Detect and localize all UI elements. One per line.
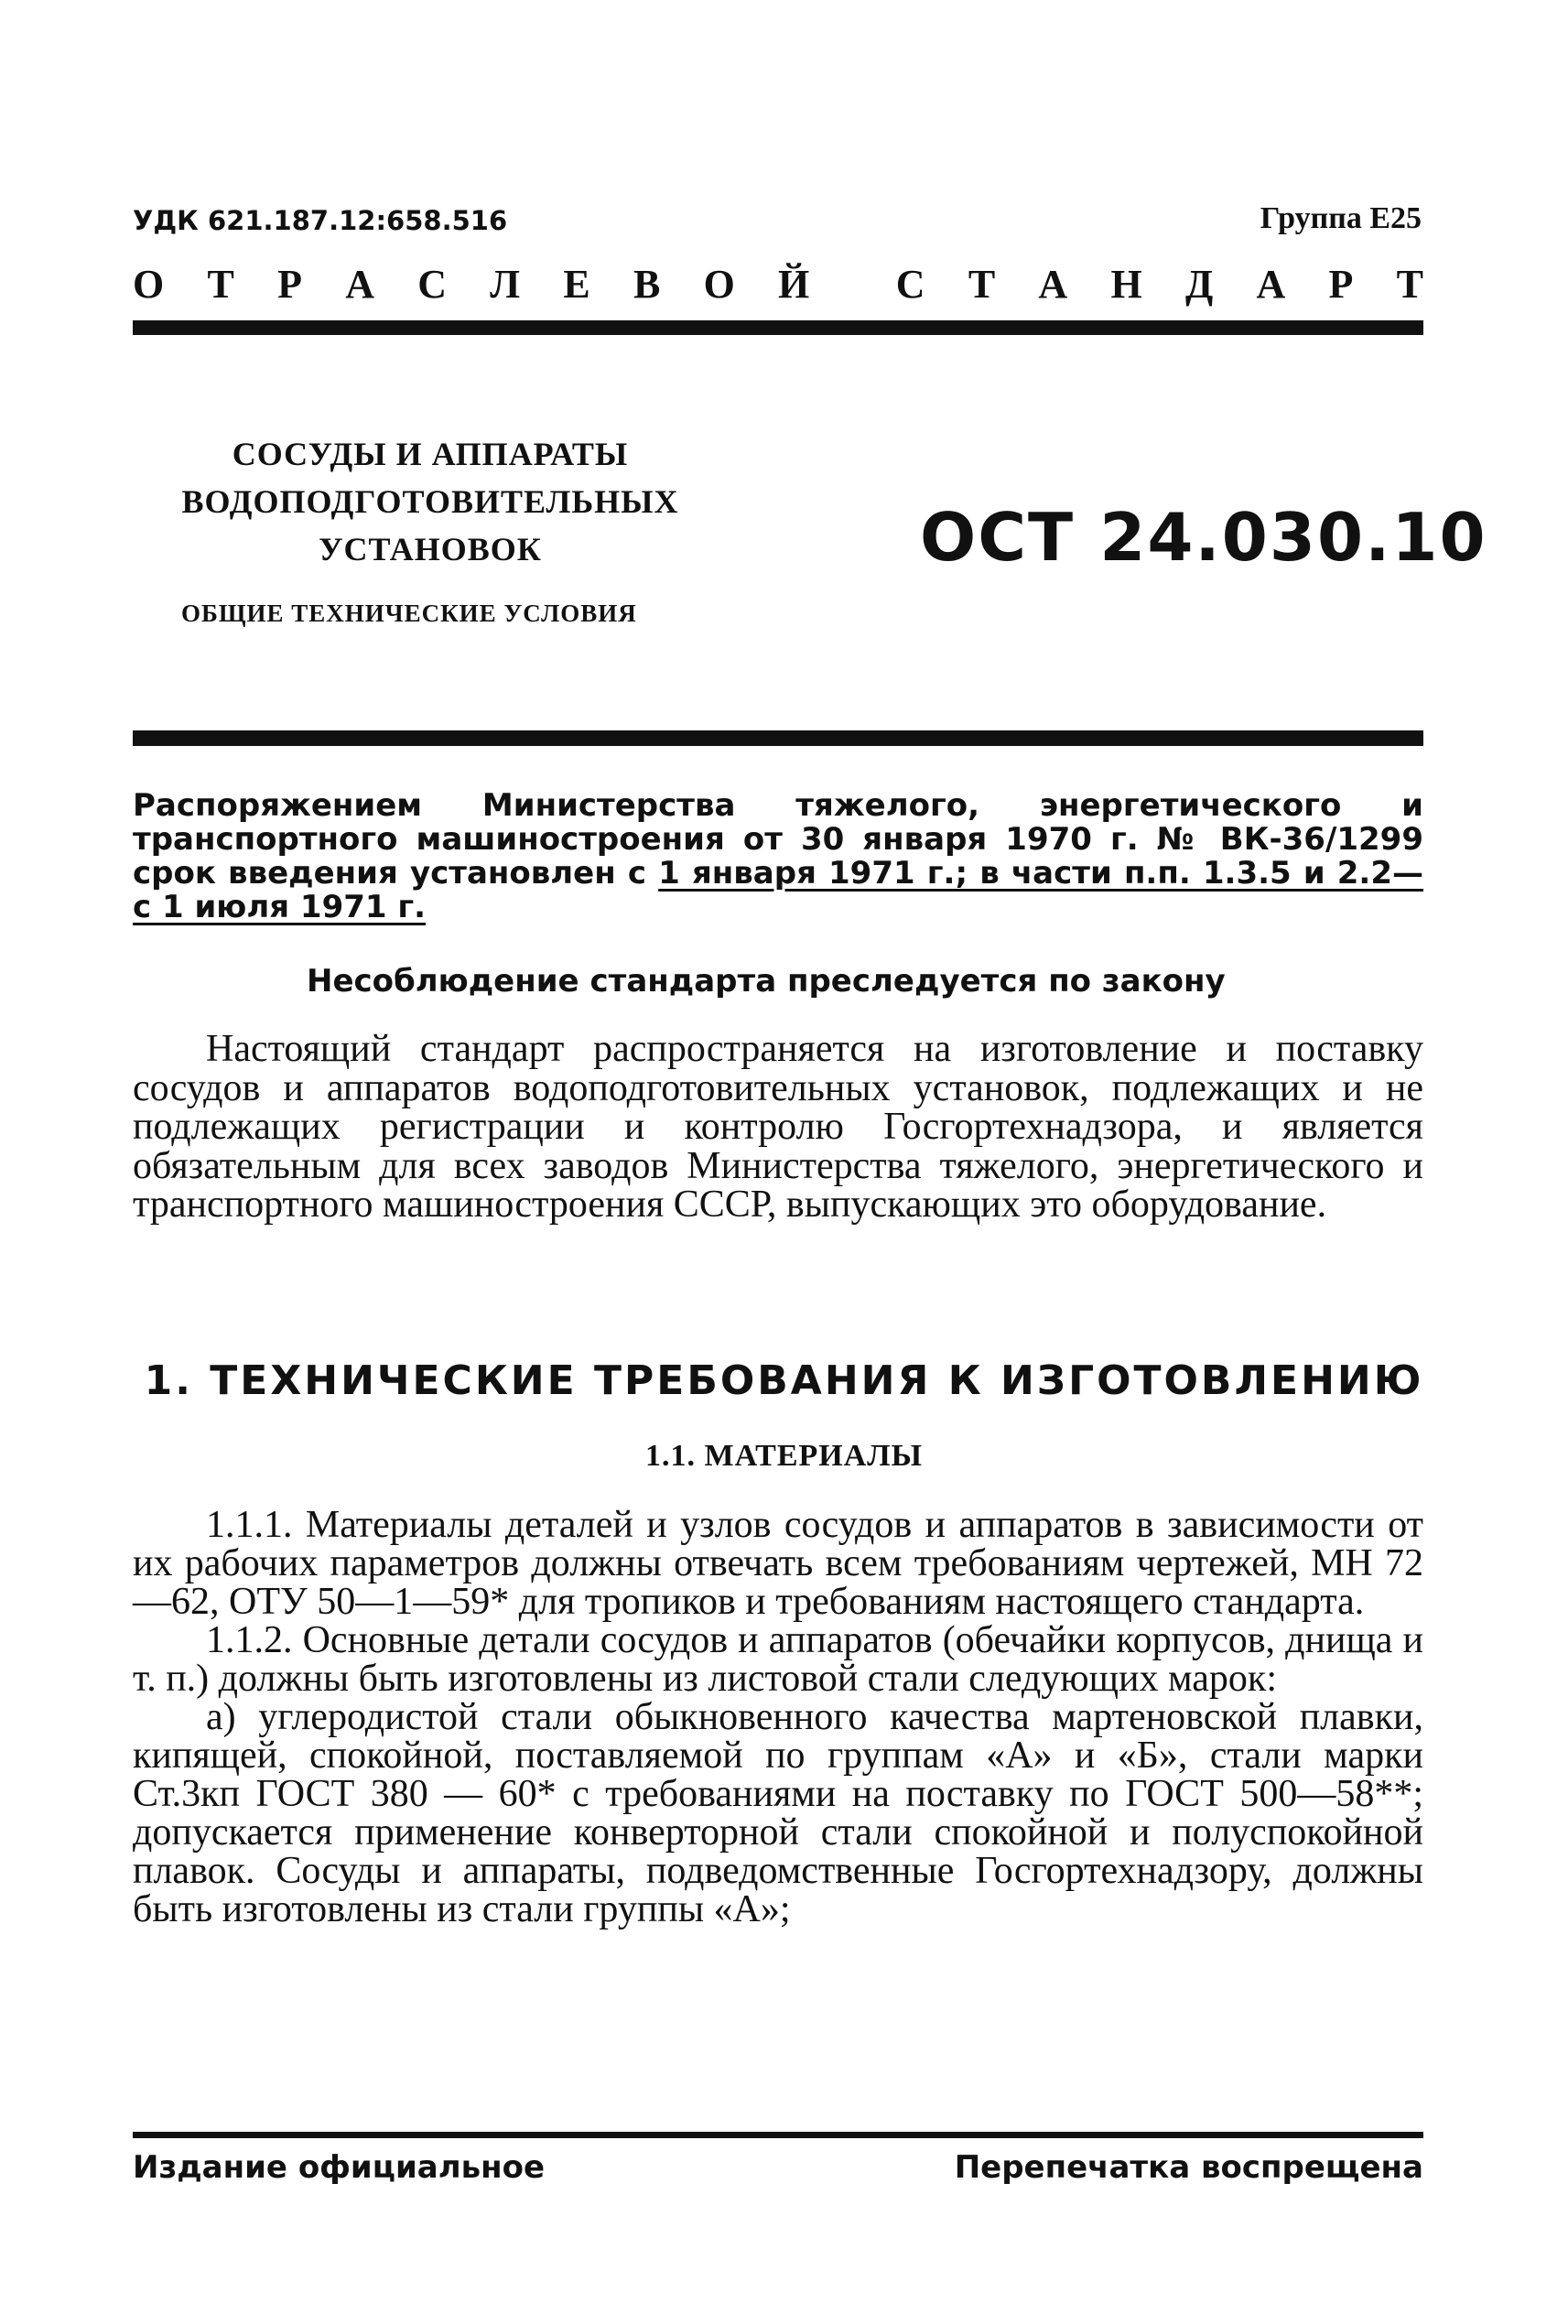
title-line-2: ВОДОПОДГОТОВИТЕЛЬНЫХ <box>181 483 679 520</box>
banner-letter: О <box>703 262 735 307</box>
footer-rule <box>133 2132 1423 2138</box>
banner-letter: Т <box>1396 262 1423 307</box>
banner-letter: А <box>1256 262 1286 307</box>
banner-letter: А <box>345 262 375 307</box>
header-rule <box>133 320 1423 335</box>
standard-designation: ОСТ 24.030.10 <box>920 499 1487 576</box>
scope-paragraph: Настоящий стандарт распространяется на изготовление и поставку сосудов и аппаратов водоподготовительных установок, подлежащих и не подлежащих регистрации и контролю Госгортехнадзора, и является обязательным для всех заводов Министерства тяжелого, энергетического и транспортного машиностроения СССР, выпускающих это оборудование. <box>133 1028 1423 1226</box>
document-subtitle: ОБЩИЕ ТЕХНИЧЕСКИЕ УСЛОВИЯ <box>181 600 637 627</box>
order-text: Распоряжением Министерства тяжелого, энергетического и транспортного машиностроения от 30 января 1970 г. № ВК-36/1299 срок введения установлен с <box>133 787 1423 892</box>
banner-letter: Д <box>1184 262 1214 307</box>
body-text <box>133 1506 1423 1929</box>
banner-letter: Т <box>968 262 996 307</box>
banner-letter: Р <box>277 262 302 307</box>
banner-letter: С <box>895 262 925 307</box>
reprint-note: Перепечатка воспрещена <box>954 2149 1423 2186</box>
title-line-3: УСТАНОВОК <box>319 531 542 567</box>
banner-letter: Е <box>563 262 590 307</box>
edition-note: Издание официальное <box>133 2149 546 2186</box>
document-title <box>174 430 687 573</box>
title-line-1: СОСУДЫ И АППАРАТЫ <box>232 436 629 472</box>
banner-letter: Л <box>490 262 521 307</box>
paragraph-1-1-2: 1.1.2. Основные детали сосудов и аппаратов (обечайки корпусов, днища и т. п.) должны быть изготовлены из листовой стали следующих марок: <box>133 1619 1423 1700</box>
legal-warning: Несоблюдение стандарта преследуется по закону <box>307 963 1226 1000</box>
subsection-heading: 1.1. МАТЕРИАЛЫ <box>645 1439 923 1473</box>
banner-letter: Р <box>1328 262 1354 307</box>
standard-banner <box>133 261 1423 308</box>
banner-letter: С <box>417 262 448 307</box>
banner-letter: О <box>133 262 165 307</box>
udk-code: УДК 621.187.12:658.516 <box>133 205 508 236</box>
banner-letter: А <box>1038 262 1068 307</box>
banner-letter: Т <box>207 262 234 307</box>
middle-rule <box>133 730 1423 746</box>
group-code: Группа Е25 <box>1260 201 1422 235</box>
section-heading: 1. ТЕХНИЧЕСКИЕ ТРЕБОВАНИЯ К ИЗГОТОВЛЕНИЮ <box>144 1357 1424 1404</box>
paragraph-a: а) углеродистой стали обыкновенного качества мартеновской плавки, кипящей, спокойной, поставляемой по группам «А» и «Б», стали марки Ст.3кп ГОСТ 380 — 60* с требованиями на поставку по ГОСТ 500—58**; допускается применение конверторной стали спокойной и полуспокойной плавок. Сосуды и аппараты, подведомственные Госгортехнадзору, должны быть изготовлены из стали группы «А»; <box>133 1696 1423 1930</box>
order-statement <box>133 789 1423 924</box>
effective-dates: 1 января 1971 г.; в части п.п. 1.3.5 и 2.2—с 1 июля 1971 г. <box>133 855 1424 925</box>
banner-letter: Й <box>778 262 810 307</box>
banner-letter: В <box>633 262 661 307</box>
banner-letter: Н <box>1110 262 1142 307</box>
paragraph-1-1-1: 1.1.1. Материалы деталей и узлов сосудов и аппаратов в зависимости от их рабочих параметров должны отвечать всем требованиям чертежей, МН 72—62, ОТУ 50—1—59* для тропиков и требованиям настоящего стандарта. <box>133 1504 1423 1623</box>
